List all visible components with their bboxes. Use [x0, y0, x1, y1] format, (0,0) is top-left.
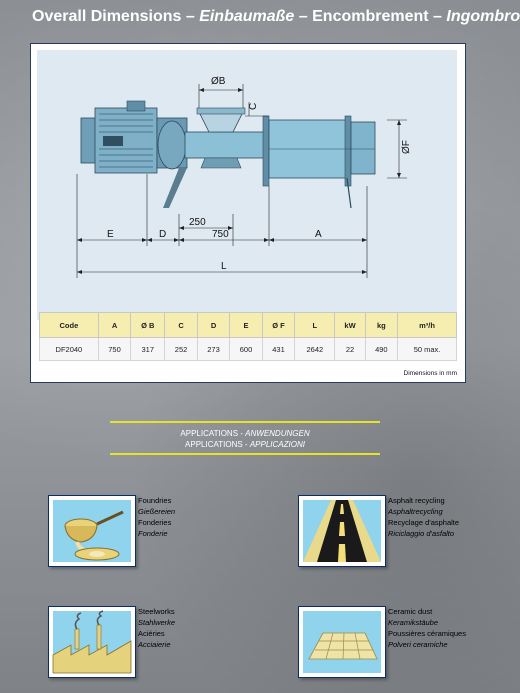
dimensions-unit-note: Dimensions in mm — [403, 370, 457, 377]
label-ob: ØB — [211, 76, 226, 87]
table-header: Code — [40, 313, 99, 338]
table-header: L — [295, 313, 335, 338]
machine-drawing-svg — [37, 50, 457, 312]
table-cell: 490 — [365, 338, 397, 361]
label-l: L — [221, 261, 227, 272]
label-250: 250 — [189, 217, 206, 228]
table-cell: 2642 — [295, 338, 335, 361]
label-en: Steelworks — [138, 607, 175, 616]
tiles-icon — [298, 606, 386, 678]
title-it: Ingombro — [446, 8, 520, 25]
outlet-base — [201, 158, 241, 168]
application-ceramic — [298, 606, 466, 686]
table-header: C — [165, 313, 197, 338]
inlet-hopper — [199, 112, 243, 132]
label-d: D — [159, 229, 167, 240]
terminal-box — [127, 101, 145, 111]
inlet-flange — [197, 108, 245, 114]
label-en: Foundries — [138, 496, 172, 505]
table-cell: 750 — [98, 338, 130, 361]
application-labels — [138, 606, 175, 650]
label-de: Stahlwerke — [138, 618, 176, 627]
application-labels — [388, 606, 466, 650]
applications-header-line2 — [110, 439, 380, 450]
table-cell: 50 max. — [398, 338, 457, 361]
factory-icon — [48, 606, 136, 678]
label-a: A — [315, 229, 322, 240]
table-header: kg — [365, 313, 397, 338]
label-de: Asphaltrecycling — [388, 507, 443, 516]
flange-right — [345, 116, 351, 186]
application-steelworks — [48, 606, 188, 686]
table-cell: 431 — [262, 338, 294, 361]
applications-label-en: APPLICATIONS - — [180, 429, 246, 438]
table-row — [40, 338, 457, 361]
table-header: A — [98, 313, 130, 338]
label-it: Riciclaggio d'asfalto — [388, 529, 455, 538]
table-cell: 317 — [131, 338, 165, 361]
foundry-ladle-icon — [48, 495, 136, 567]
dimensions-table — [39, 312, 457, 361]
title-en: Overall Dimensions — [32, 8, 182, 25]
label-en: Ceramic dust — [388, 607, 433, 616]
end-cap — [351, 122, 375, 174]
table-header: E — [230, 313, 262, 338]
label-it: Polveri ceramiche — [388, 640, 448, 649]
road-icon — [298, 495, 386, 567]
label-e: E — [107, 229, 114, 240]
screw-tube — [185, 132, 265, 158]
applications-header — [110, 421, 380, 455]
application-foundries — [48, 495, 188, 575]
label-de: Gießereien — [138, 507, 176, 516]
applications-label-fr: APPLICATIONS - — [185, 440, 250, 449]
applications-label-de: ANWENDUNGEN — [245, 429, 310, 438]
label-fr: Fonderies — [138, 518, 172, 527]
application-asphalt — [298, 495, 460, 575]
label-it: Acciaierie — [138, 640, 171, 649]
applications-label-it: APPLICAZIONI — [249, 440, 305, 449]
label-fr: Recyclage d'asphalte — [388, 518, 460, 527]
table-cell: 252 — [165, 338, 197, 361]
label-it: Fonderie — [138, 529, 168, 538]
label-fr: Poussières céramiques — [388, 629, 466, 638]
label-750: 750 — [212, 229, 229, 240]
label-en: Asphalt recycling — [388, 496, 445, 505]
table-cell: DF2040 — [40, 338, 99, 361]
applications-header-line1 — [110, 428, 380, 439]
table-header: Ø B — [131, 313, 165, 338]
technical-drawing — [37, 50, 457, 320]
motor-label-plate — [103, 136, 123, 146]
support-leg — [163, 168, 187, 208]
table-header: kW — [335, 313, 365, 338]
table-cell: 273 — [197, 338, 229, 361]
gearbox-flange — [158, 121, 186, 169]
table-header-row — [40, 313, 457, 338]
application-labels — [138, 495, 175, 539]
page-title — [32, 8, 520, 26]
table-header: m³/h — [398, 313, 457, 338]
title-de: Einbaumaße — [199, 8, 295, 25]
label-c: C — [248, 102, 259, 110]
table-cell: 600 — [230, 338, 262, 361]
dimensions-panel — [30, 43, 466, 383]
label-de: Keramikstäube — [388, 618, 439, 627]
table-cell: 22 — [335, 338, 365, 361]
title-separator-fr: – Encombrement – — [294, 8, 447, 25]
title-separator: – — [181, 8, 200, 25]
table-header: Ø F — [262, 313, 294, 338]
label-of: ØF — [401, 140, 412, 154]
application-labels — [388, 495, 459, 539]
label-fr: Aciéries — [138, 629, 165, 638]
flange-left — [263, 116, 269, 186]
table-header: D — [197, 313, 229, 338]
